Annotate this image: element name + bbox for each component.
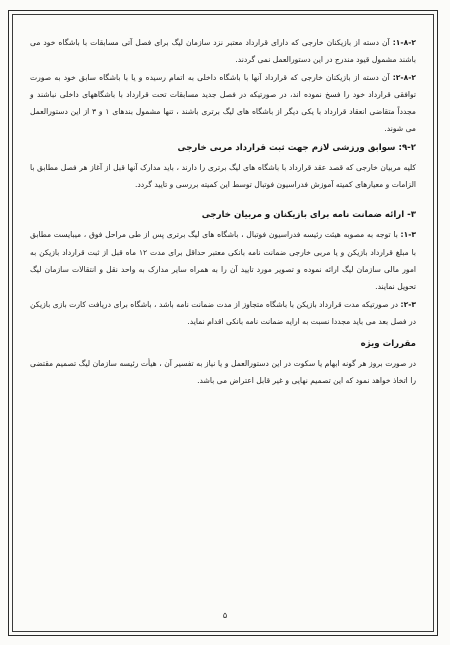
clause-2-8-2	[30, 69, 416, 138]
clause-3-1	[30, 226, 416, 295]
page-number: ۵	[222, 611, 228, 620]
clause-3-2	[30, 296, 416, 331]
clause-2-9-body: کلیه مربیان خارجی که قصد عقد قرارداد با باشگاه های لیگ برتری را دارند ، باید مدارک آنها قبل از آغاز هر فصل مطابق با الزامات و معیارهای کمیته آموزش فدراسیون فوتبال توسط این کمیته بررسی و تایید گردد.	[30, 162, 416, 190]
clause-number: ۱-۸-۲:	[392, 38, 416, 47]
section-heading-special-rules: مقررات ویژه	[360, 339, 416, 350]
clause-number: ۲-۸-۲:	[392, 72, 416, 82]
special-rules-body: در صورت بروز هر گونه ابهام یا سکوت در این دستورالعمل و یا نیاز به تفسیر آن ، هیأت رئیسه سازمان لیگ تصمیم مقتضی را اتخاذ خواهد نمود که این تصمیم نهایی و غیر قابل اعتراض می باشد.	[30, 359, 416, 386]
clause-number: ۲-۳:	[400, 299, 416, 309]
clause-text: با توجه به مصوبه هیئت رئیسه فدراسیون فوتبال ، باشگاه های لیگ برتری پس از طی مراحل فوق ، میبایست مطابق با مبلغ قرارداد بازیکن و یا مربی خارجی ضمانت نامه بانکی معتبر حداقل برای مدت ۱۲ ماه قبل از ثبت قرارداد بازیکن به امور مالی سازمان لیگ ارائه نموده و تصویر مورد تایید آن را به همراه سایر مدارک به واحد نقل و انتقالات سازمان لیگ تحویل نمایند.	[30, 230, 417, 292]
clause-text: آن دسته از بازیکنان خارجی که قرارداد آنها با باشگاه داخلی به اتمام رسیده و یا با باشگاه سابق خود به صورت توافقی قرارداد خود را فسخ نموده اند، در صورتیکه در فصل جدید مسابقات تحت قرارداد با باشگاههای داخلی نباشند و مجدداً متقاضی انعقاد قرارداد با یکی دیگر از باشگاه های لیگ برتری باشند ، تنها مشمول بندهای ۱ و ۳ از این دستورالعمل می شوند.	[30, 72, 416, 134]
section-heading-3: ۳- ارائه ضمانت نامه برای بازیکنان و مربیان خارجی	[201, 210, 416, 221]
clause-text: در صورتیکه مدت قرارداد بازیکن با باشگاه متجاوز از مدت ضمانت نامه باشد ، باشگاه برای دریافت کارت بازی بازیکن در فصل بعد می باید مجددا نسبت به ارایه ضمانت نامه بانکی اقدام نماید.	[30, 299, 416, 326]
clause-number: ۱-۳:	[400, 230, 416, 240]
clause-2-8-1	[30, 34, 416, 69]
section-heading-2-9: ۹-۲: سوابق ورزشی لازم جهت ثبت قرارداد مربی خارجی	[177, 142, 416, 153]
clause-text: آن دسته از بازیکنان خارجی که دارای قرارداد معتبر نزد سازمان لیگ برای فصل آتی مسابقات با باشگاه خود می باشند مشمول قیود مندرج در این دستورالعمل نمی گردند.	[30, 38, 416, 65]
document-body	[30, 34, 416, 390]
